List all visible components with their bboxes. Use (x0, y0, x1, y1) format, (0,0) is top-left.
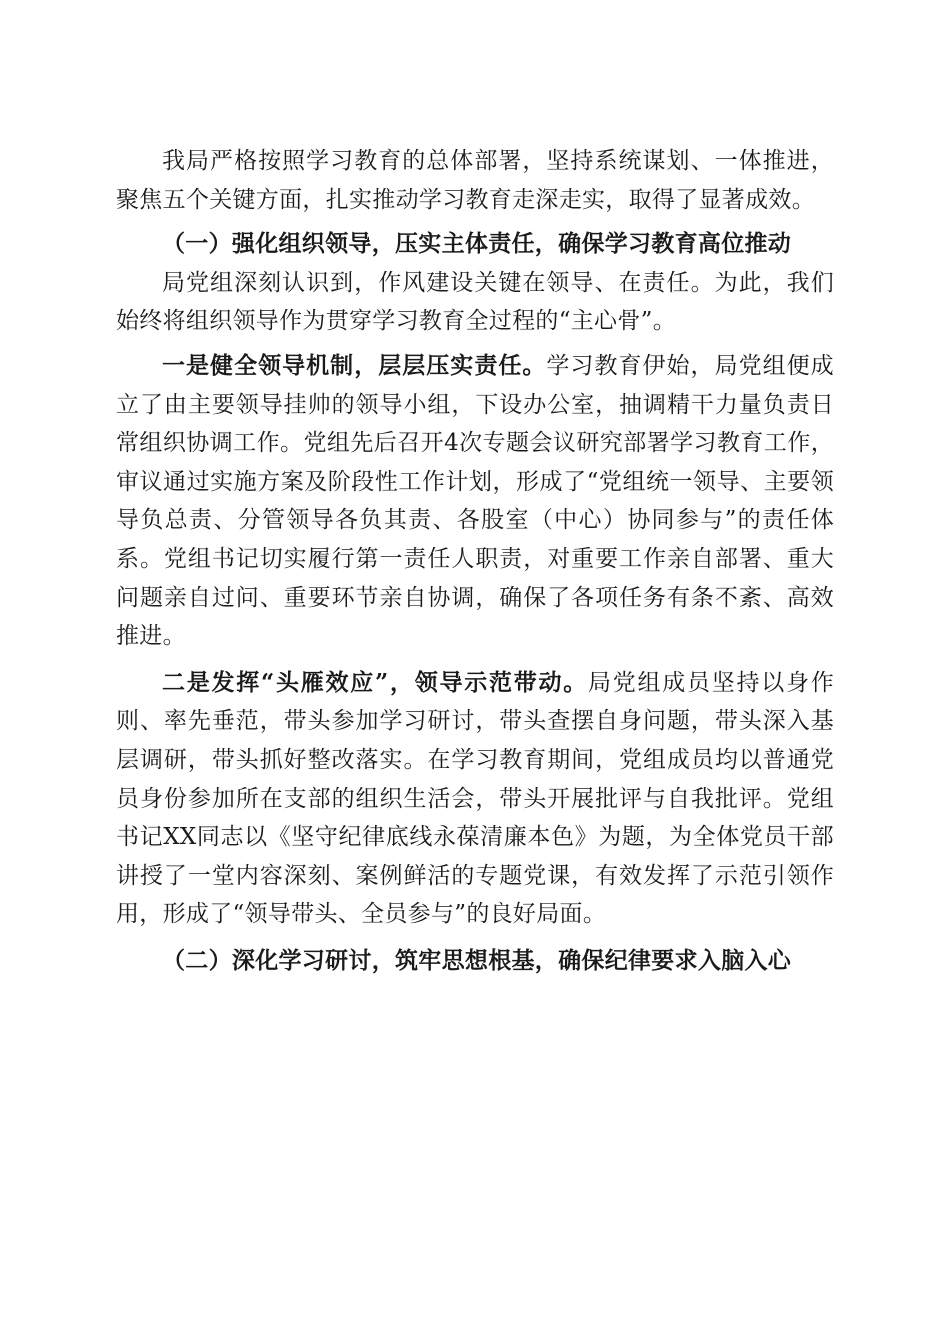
section-1-heading: （一）强化组织领导，压实主体责任，确保学习教育高位推动 (162, 230, 792, 258)
intro-paragraph: 我局严格按照学习教育的总体部署，坚持系统谋划、一体推进，聚焦五个关键方面，扎实推动学习教育走深走实，取得了显著成效。 (116, 148, 834, 213)
point-1-body: 学习教育伊始，局党组便成立了由主要领导挂帅的领导小组，下设办公室，抽调精干力量负责日常组织协调工作。党组先后召开4次专题会议研究部署学习教育工作，审议通过实施方案及阶段性工作计划，形成了“党组统一领导、主要领导负总责、分管领导各负其责、各股室（中心）协同参与”的责任体系。党组书记切实履行第一责任人职责，对重要工作亲自部署、重大问题亲自过问、重要环节亲自协调，确保了各项任务有条不紊、高效推进。 (116, 352, 834, 650)
document-page (116, 142, 834, 980)
point-1-paragraph (116, 347, 834, 656)
section-1-intro-paragraph: 局党组深刻认识到，作风建设关键在领导、在责任。为此，我们始终将组织领导作为贯穿学习教育全过程的“主心骨”。 (116, 269, 834, 335)
point-2-paragraph (116, 664, 834, 934)
point-2-lead: 二是发挥“头雁效应”，领导示范带动。 (162, 668, 588, 696)
point-2-body: 局党组成员坚持以身作则、率先垂范，带头参加学习研讨，带头查摆自身问题，带头深入基层调研，带头抓好整改落实。在学习教育期间，党组成员均以普通党员身份参加所在支部的组织生活会，带头开展批评与自我批评。党组书记XX同志以《坚守纪律底线永葆清廉本色》为题，为全体党员干部讲授了一堂内容深刻、案例鲜活的专题党课，有效发挥了示范引领作用，形成了“领导带头、全员参与”的良好局面。 (116, 669, 834, 928)
section-2-heading: （二）深化学习研讨，筑牢思想根基，确保纪律要求入脑入心 (162, 946, 792, 974)
point-1-lead: 一是健全领导机制，层层压实责任。 (162, 351, 547, 379)
